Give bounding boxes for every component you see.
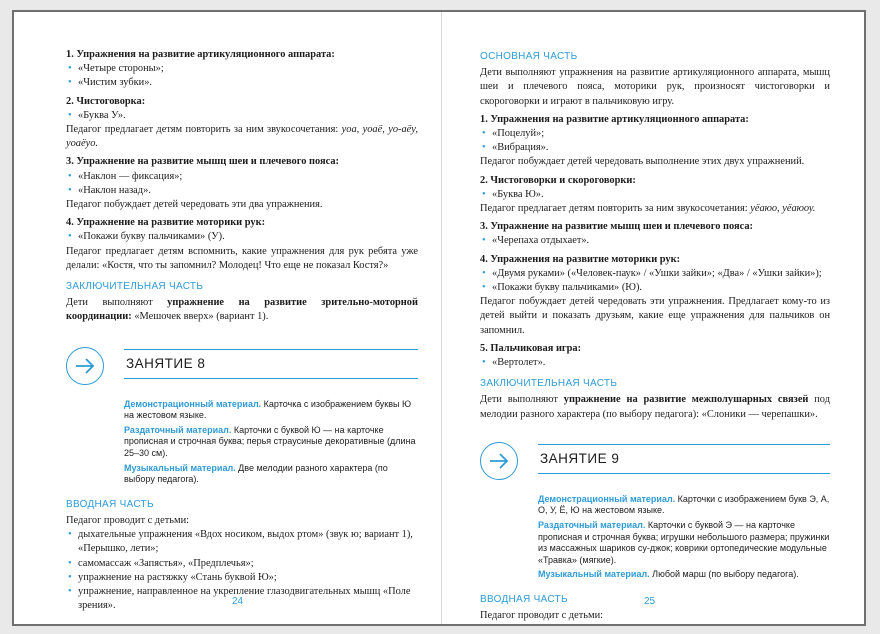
material-text: Карточки с изображением букв Э, А, О, У, Ё, Ю на жестовом языке. [538, 493, 830, 516]
paragraph: Педагог побуждает детей чередовать эти два упражнения. [66, 199, 323, 211]
section-heading: ВВОДНАЯ ЧАСТЬ [480, 594, 568, 606]
paragraph-text: Педагог предлагает детям повторить за ним звукосочетания: [480, 203, 751, 215]
list-item: • «Поцелуй»; [480, 127, 830, 141]
material-music [124, 463, 418, 486]
paragraph: Педагог проводит с детьми: [480, 610, 604, 622]
paragraph-text: Дети выполняют [66, 297, 168, 309]
exercise-2-title: 2. Чистоговорки и скороговорки: [480, 174, 636, 186]
paragraph-text: Дети выполняют [480, 394, 564, 406]
paragraph: Педагог проводит с детьми: [66, 515, 190, 527]
exercise-1-title: 1. Упражнения на развитие артикуляционного аппарата: [480, 113, 749, 125]
list-item: • «Вибрация». [480, 141, 830, 155]
material-handout [538, 520, 830, 566]
list-item: • «Буква Ю». [480, 188, 830, 202]
material-demo [538, 494, 830, 517]
material-key: Демонстрационный материал. [124, 398, 262, 409]
book-spread [12, 10, 866, 626]
exercise-2-title: 2. Чистоговорка: [66, 95, 146, 107]
left-page [66, 48, 418, 613]
paragraph-text: под мелодии разного характера (по выбору педагога): «Слоники — черепашки». [480, 394, 830, 420]
list-item: • упражнение, направленное на укрепление глазодвигательных мышц «Поле зрения». [66, 585, 418, 613]
page-fold [441, 12, 442, 624]
paragraph: Педагог побуждает детей чередовать эти упражнения. Предлагает кому-то из детей выйти и показать друзьям, какие еще упражнения для пальчиков он запомнил. [480, 296, 830, 336]
lesson-title: ЗАНЯТИЕ 9 [538, 444, 830, 474]
arrow-circle-icon [480, 442, 518, 480]
material-text: Две мелодии разного характера (по выбору педагога). [124, 462, 388, 485]
arrow-circle-icon [66, 347, 104, 385]
material-text: Любой марш (по выбору педагога). [649, 569, 799, 580]
paragraph: Педагог побуждает детей чередовать выполнение этих двух упражнений. [480, 156, 805, 168]
right-page [480, 50, 830, 623]
list-item: • «Двумя руками» («Человек-паук» / «Ушки зайки»; «Два» / «Ушки зайки»); [480, 267, 830, 281]
material-demo [124, 399, 418, 422]
material-music [538, 569, 830, 581]
material-text: Карточки с буквой Э — на карточке прописная и строчная буква; игрушки небольшого размера; пружинки из массажных шариков су-джок; коврики ортопедические модульные «Травка» (мягкие). [538, 520, 830, 565]
list-item: • «Черепаха отдыхает». [480, 234, 830, 248]
material-handout [124, 425, 418, 460]
sound-combinations: уоа, уоаё, уо-аёу, уоаёуо. [66, 124, 418, 150]
lesson-title: ЗАНЯТИЕ 8 [124, 349, 418, 379]
material-key: Раздаточный материал. [124, 424, 232, 435]
list-item: • «Буква У». [66, 109, 418, 123]
material-text: Карточки с буквой Ю — на карточке прописная и строчная буква; перья страусиные декоративные (длина 25–30 см). [124, 424, 416, 459]
paragraph-text: Педагог предлагает детям повторить за ним звукосочетания: [66, 124, 342, 136]
list-item: • упражнение на растяжку «Стань буквой Ю»; [66, 571, 418, 585]
exercise-4-title: 4. Упражнение на развитие моторики рук: [66, 217, 266, 229]
section-heading: ЗАКЛЮЧИТЕЛЬНАЯ ЧАСТЬ [480, 378, 618, 390]
list-item: • «Наклон — фиксация»; [66, 170, 418, 184]
section-heading: ЗАКЛЮЧИТЕЛЬНАЯ ЧАСТЬ [66, 281, 204, 293]
material-key: Музыкальный материал. [538, 569, 650, 580]
paragraph: Дети выполняют упражнения на развитие артикуляционного аппарата, мышц шеи и плечевого пояса, моторики рук, произносят чистоговорки и скороговорки и играют в пальчиковую игру. [480, 67, 830, 107]
list-item: • самомассаж «Запястья», «Предплечья»; [66, 557, 418, 571]
list-item: • дыхательные упражнения «Вдох носиком, выдох ртом» (звук ю; вариант 1), «Перышко, лети»; [66, 528, 418, 556]
paragraph [480, 202, 830, 216]
paragraph-text: «Мешочек вверх» (вариант 1). [131, 311, 269, 323]
exercise-1-title: 1. Упражнения на развитие артикуляционного аппарата: [66, 49, 335, 60]
list-item: • «Вертолет». [480, 356, 830, 370]
paragraph [66, 123, 418, 151]
exercise-5-title: 5. Пальчиковая игра: [480, 342, 582, 354]
material-key: Музыкальный материал. [124, 462, 236, 473]
exercise-3-title: 3. Упражнение на развитие мышц шеи и плечевого пояса: [66, 156, 339, 168]
list-item: • «Наклон назад». [66, 184, 418, 198]
list-item: • «Покажи букву пальчиками» (Ю). [480, 281, 830, 295]
paragraph [66, 296, 418, 324]
page-number: 24 [232, 596, 244, 607]
list-item: • «Четыре стороны»; [66, 62, 418, 76]
material-key: Демонстрационный материал. [538, 493, 676, 504]
lesson-header [480, 442, 830, 490]
exercise-3-title: 3. Упражнение на развитие мышц шеи и плечевого пояса: [480, 221, 753, 233]
section-heading: ОСНОВНАЯ ЧАСТЬ [480, 51, 578, 62]
emphasis: упражнение на развитие зрительно-моторной координации: [66, 297, 418, 323]
page-number: 25 [644, 596, 656, 607]
section-heading: ВВОДНАЯ ЧАСТЬ [66, 498, 154, 510]
material-key: Раздаточный материал. [538, 520, 646, 531]
paragraph [480, 393, 830, 421]
exercise-4-title: 4. Упражнения на развитие моторики рук: [480, 253, 681, 265]
sound-combinations: уёаюо, уёаюоу. [750, 203, 816, 215]
paragraph: Педагог предлагает детям вспомнить, какие упражнения для рук ребята уже делали: «Костя, что ты запомнил? Молодец! Что еще не показал Костя?» [66, 245, 418, 271]
lesson-header [66, 347, 418, 395]
list-item: • «Покажи букву пальчиками» (У). [66, 230, 418, 244]
material-text: Карточка с изображением буквы Ю на жестовом языке. [124, 398, 412, 421]
emphasis: упражнение на развитие межполушарных связей [563, 394, 809, 406]
list-item: • «Чистим зубки». [66, 76, 418, 90]
